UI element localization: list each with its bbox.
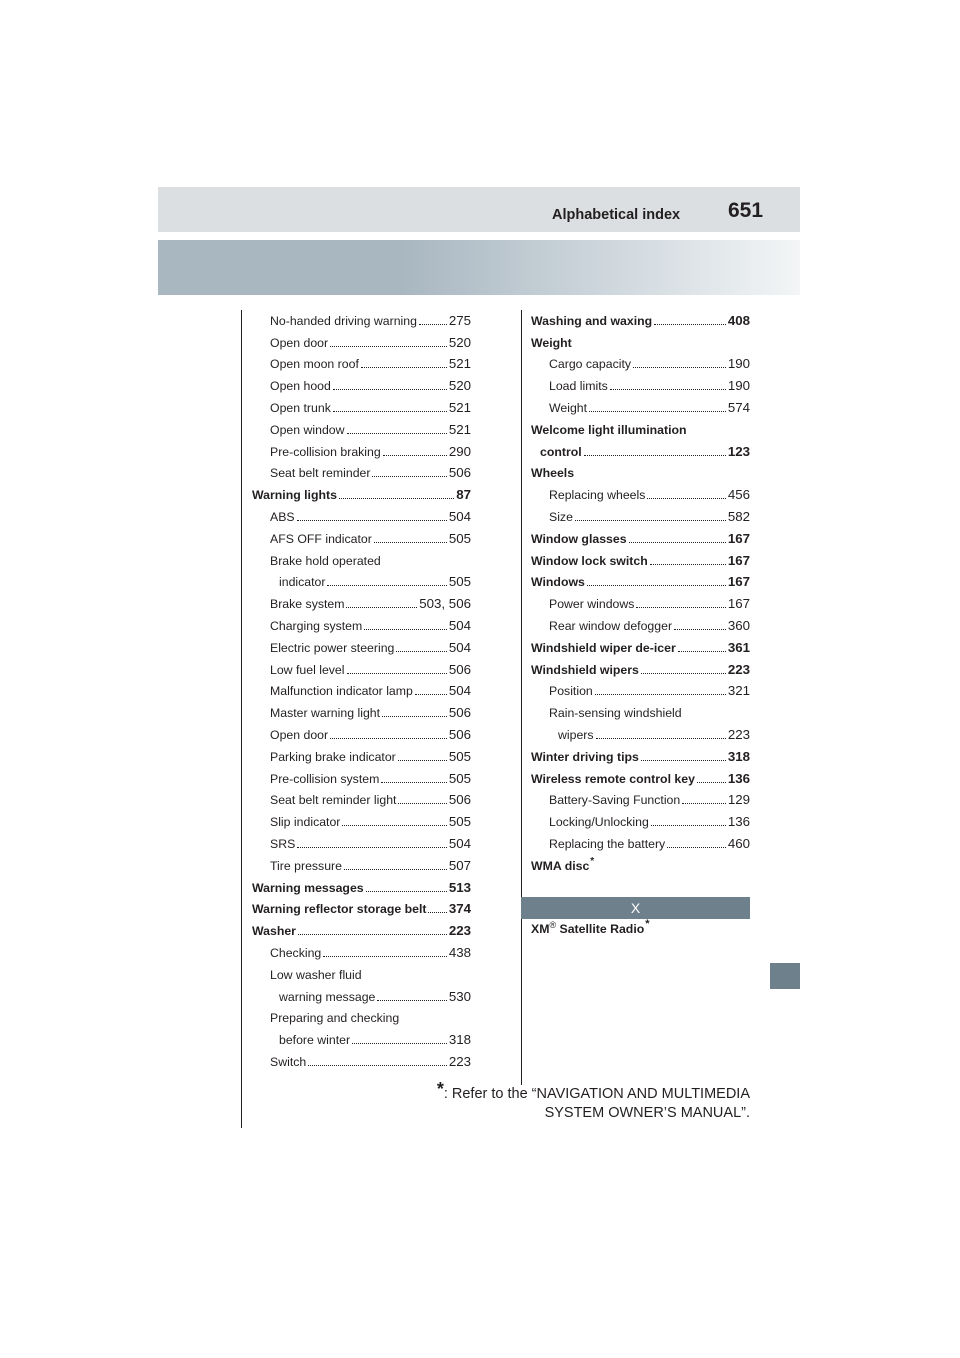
- dot-leader: [584, 451, 726, 456]
- footnote-line2: SYSTEM OWNER’S MANUAL”.: [544, 1105, 750, 1121]
- entry-text: Slip indicator: [270, 815, 341, 830]
- entry-text: Pre-collision system: [270, 771, 380, 786]
- index-entry[interactable]: [531, 459, 750, 481]
- index-entry[interactable]: [531, 633, 750, 655]
- index-entry[interactable]: [252, 677, 471, 699]
- entry-page: 503, 506: [419, 596, 471, 612]
- entry-text: Welcome light illumination: [531, 422, 687, 437]
- footnote-marker: *: [645, 918, 650, 930]
- entry-text: Weight: [531, 335, 572, 350]
- entry-page: 136: [727, 770, 750, 786]
- entry-page: 361: [727, 639, 750, 655]
- entry-page: 506: [448, 465, 471, 481]
- entry-text: Master warning light: [270, 706, 381, 721]
- entry-text: Windshield wiper de-icer: [531, 640, 676, 655]
- dot-leader: [636, 603, 725, 608]
- index-entry[interactable]: [531, 698, 750, 720]
- entry-text: Open door: [270, 727, 329, 742]
- dot-leader: [333, 407, 447, 412]
- index-entry[interactable]: [252, 916, 471, 938]
- entry-text: Wireless remote control key: [531, 771, 695, 786]
- header-title: Alphabetical index: [552, 207, 681, 223]
- dot-leader: [381, 778, 446, 783]
- index-entry[interactable]: [252, 415, 471, 437]
- entry-page: 374: [448, 901, 471, 917]
- entry-page: 290: [448, 443, 471, 459]
- entry-page: 520: [448, 378, 471, 394]
- dot-leader: [330, 342, 447, 347]
- index-entry[interactable]: [252, 371, 471, 393]
- index-entry[interactable]: [252, 1004, 471, 1026]
- entry-text: Warning lights: [252, 488, 337, 503]
- entry-text: Open window: [270, 422, 345, 437]
- index-column-left: [252, 306, 471, 1069]
- entry-page: 506: [448, 726, 471, 742]
- entry-text: Pre-collision braking: [270, 444, 381, 459]
- entry-text: Windows: [531, 575, 585, 590]
- dot-leader: [361, 363, 447, 368]
- dot-leader: [297, 516, 447, 521]
- index-entry[interactable]: [252, 764, 471, 786]
- dot-leader: [330, 734, 447, 739]
- index-entry[interactable]: [252, 698, 471, 720]
- index-entry[interactable]: [531, 546, 750, 568]
- entry-text: Switch: [270, 1054, 307, 1069]
- entry-text: Open door: [270, 335, 329, 350]
- dot-leader: [377, 996, 446, 1001]
- entry-text: Electric power steering: [270, 640, 395, 655]
- index-entry[interactable]: [252, 589, 471, 611]
- entry-text: Low fuel level: [270, 662, 345, 677]
- entry-text: Open trunk: [270, 400, 331, 415]
- entry-page: 505: [448, 574, 471, 590]
- index-entry[interactable]: [531, 306, 750, 328]
- section-thumb-tab: [770, 963, 800, 989]
- dot-leader: [641, 669, 726, 674]
- entry-page: 505: [448, 530, 471, 546]
- entry-page: 507: [448, 857, 471, 873]
- entry-text: Malfunction indicator lamp: [270, 684, 413, 699]
- entry-text: Size: [549, 509, 573, 524]
- index-entry[interactable]: [531, 655, 750, 677]
- registered-mark: ®: [549, 920, 557, 930]
- index-entry[interactable]: [531, 350, 750, 372]
- entry-text: Preparing and checking: [270, 1011, 400, 1026]
- index-entry[interactable]: [531, 328, 750, 350]
- entry-page: 318: [727, 748, 750, 764]
- index-entry[interactable]: [252, 829, 471, 851]
- entry-text: indicator: [279, 575, 326, 590]
- dot-leader: [347, 669, 447, 674]
- index-entry[interactable]: [252, 350, 471, 372]
- entry-text: AFS OFF indicator: [270, 531, 372, 546]
- entry-text: Replacing the battery: [549, 836, 666, 851]
- entry-page: 438: [448, 944, 471, 960]
- index-entry[interactable]: [531, 437, 750, 459]
- index-entry[interactable]: [252, 546, 471, 568]
- entry-page: 223: [448, 923, 471, 939]
- entry-page: 521: [448, 399, 471, 415]
- dot-leader: [364, 625, 447, 630]
- dot-leader: [641, 756, 726, 761]
- entry-page: 136: [727, 814, 750, 830]
- entry-text: Weight: [549, 400, 588, 415]
- entry-text: Brake system: [270, 597, 345, 612]
- entry-text: Seat belt reminder: [270, 466, 371, 481]
- index-entry[interactable]: [252, 393, 471, 415]
- dot-leader: [396, 647, 446, 652]
- dot-leader: [678, 647, 726, 652]
- index-entry[interactable]: [252, 742, 471, 764]
- dot-leader: [298, 930, 447, 935]
- index-entry[interactable]: [531, 851, 750, 873]
- entry-text: No-handed driving warning: [270, 313, 417, 328]
- dot-leader: [651, 821, 726, 826]
- dot-leader: [647, 494, 725, 499]
- index-entry[interactable]: [252, 786, 471, 808]
- dot-leader: [339, 494, 454, 499]
- footnote-star: *: [436, 1079, 444, 1099]
- footnote-marker: *: [590, 855, 595, 867]
- index-entry[interactable]: [531, 524, 750, 546]
- entry-text: Locking/Unlocking: [549, 815, 649, 830]
- entry-page: 521: [448, 421, 471, 437]
- index-entry[interactable]: [531, 393, 750, 415]
- entry-page: 408: [727, 312, 750, 328]
- index-entry[interactable]: [531, 786, 750, 808]
- dot-leader: [667, 843, 726, 848]
- dot-leader: [366, 887, 447, 892]
- entry-page: 456: [727, 487, 750, 503]
- index-entry[interactable]: [252, 807, 471, 829]
- dot-leader: [629, 538, 726, 543]
- dot-leader: [589, 407, 726, 412]
- index-entry[interactable]: [531, 568, 750, 590]
- index-entry-xm[interactable]: [531, 918, 650, 936]
- dot-leader: [674, 625, 726, 630]
- entry-text: Winter driving tips: [531, 749, 639, 764]
- index-entry[interactable]: [531, 742, 750, 764]
- entry-page: 582: [727, 508, 750, 524]
- index-entry[interactable]: [252, 611, 471, 633]
- entry-page: 129: [727, 792, 750, 808]
- entry-text: Brake hold operated: [270, 553, 381, 568]
- dot-leader: [327, 581, 446, 586]
- index-entry[interactable]: [531, 371, 750, 393]
- entry-text: Parking brake indicator: [270, 749, 396, 764]
- index-entry[interactable]: [531, 480, 750, 502]
- dot-leader: [587, 581, 726, 586]
- index-entry[interactable]: [252, 960, 471, 982]
- index-entry[interactable]: [531, 677, 750, 699]
- footnote-line1: : Refer to the “NAVIGATION AND MULTIMEDIA: [443, 1086, 750, 1102]
- entry-page: 504: [448, 835, 471, 851]
- dot-leader: [352, 1039, 447, 1044]
- dot-leader: [575, 516, 726, 521]
- index-entry[interactable]: [531, 807, 750, 829]
- dot-leader: [415, 690, 447, 695]
- dot-leader: [344, 865, 447, 870]
- entry-page: 190: [727, 378, 750, 394]
- dot-leader: [383, 451, 447, 456]
- entry-page: 275: [448, 312, 471, 328]
- entry-text: Washing and waxing: [531, 313, 653, 328]
- index-entry[interactable]: [252, 524, 471, 546]
- entry-page: 321: [727, 683, 750, 699]
- index-entry[interactable]: [252, 437, 471, 459]
- entry-page: 167: [727, 530, 750, 546]
- entry-text: SRS: [270, 836, 296, 851]
- dot-leader: [323, 952, 447, 957]
- entry-text: Battery-Saving Function: [549, 793, 681, 808]
- entry-page: 223: [727, 726, 750, 742]
- entry-page: 505: [448, 748, 471, 764]
- entry-page: 506: [448, 705, 471, 721]
- index-entry[interactable]: [252, 568, 471, 590]
- index-entry[interactable]: [252, 655, 471, 677]
- entry-page: 460: [727, 835, 750, 851]
- dot-leader: [342, 821, 446, 826]
- entry-page: 504: [448, 683, 471, 699]
- dot-leader: [654, 320, 726, 325]
- index-entry[interactable]: [531, 415, 750, 437]
- dot-leader: [398, 756, 447, 761]
- entry-page: 506: [448, 792, 471, 808]
- dot-leader: [333, 385, 447, 390]
- dot-leader: [428, 908, 446, 913]
- entry-text: control: [540, 444, 582, 459]
- entry-page: 504: [448, 639, 471, 655]
- index-entry[interactable]: [252, 982, 471, 1004]
- entry-text: Windshield wipers: [531, 662, 639, 677]
- entry-page: 318: [448, 1032, 471, 1048]
- entry-text: Rear window defogger: [549, 618, 673, 633]
- entry-text: Washer: [252, 924, 296, 939]
- entry-text: warning message: [279, 989, 376, 1004]
- dot-leader: [596, 734, 726, 739]
- entry-text: Window glasses: [531, 531, 627, 546]
- column-divider: [521, 310, 522, 1085]
- entry-page: 223: [448, 1053, 471, 1069]
- entry-page: 513: [448, 879, 471, 895]
- dot-leader: [374, 538, 447, 543]
- dot-leader: [347, 429, 447, 434]
- entry-text: Open moon roof: [270, 357, 359, 372]
- entry-page: 87: [456, 487, 471, 503]
- dot-leader: [419, 320, 447, 325]
- index-entry[interactable]: [531, 611, 750, 633]
- index-entry[interactable]: [531, 589, 750, 611]
- index-entry[interactable]: [252, 720, 471, 742]
- entry-text: Checking: [270, 945, 322, 960]
- entry-text: before winter: [279, 1033, 351, 1048]
- entry-page: 123: [727, 443, 750, 459]
- entry-page: 505: [448, 770, 471, 786]
- index-entry[interactable]: [252, 328, 471, 350]
- dot-leader: [650, 560, 726, 565]
- entry-page: 360: [727, 617, 750, 633]
- entry-text: Cargo capacity: [549, 357, 632, 372]
- entry-text: Power windows: [549, 597, 635, 612]
- section-letter-bar: [521, 897, 750, 919]
- entry-page: 520: [448, 334, 471, 350]
- entry-text: Replacing wheels: [549, 488, 646, 503]
- index-entry[interactable]: [252, 459, 471, 481]
- entry-text: Tire pressure: [270, 858, 342, 873]
- entry-text: ABS: [270, 509, 295, 524]
- index-entry[interactable]: [252, 1047, 471, 1069]
- xm-suffix: Satellite Radio: [556, 922, 645, 936]
- entry-page: 190: [727, 356, 750, 372]
- dot-leader: [697, 778, 726, 783]
- entry-text: Position: [549, 684, 593, 699]
- dot-leader: [346, 603, 417, 608]
- index-entry[interactable]: [252, 306, 471, 328]
- entry-page: 167: [727, 574, 750, 590]
- entry-text: WMA disc: [531, 858, 590, 873]
- left-margin-rule: [241, 310, 242, 1128]
- entry-text: Charging system: [270, 618, 363, 633]
- entry-text: Low washer fluid: [270, 967, 362, 982]
- index-entry[interactable]: [252, 502, 471, 524]
- entry-page: 504: [448, 617, 471, 633]
- entry-text: Seat belt reminder light: [270, 793, 397, 808]
- index-entry[interactable]: [252, 851, 471, 873]
- entry-text: Window lock switch: [531, 553, 648, 568]
- header-gradient-band: [158, 240, 800, 295]
- dot-leader: [382, 712, 447, 717]
- entry-page: 223: [727, 661, 750, 677]
- index-column-right: [531, 306, 750, 873]
- entry-page: 521: [448, 356, 471, 372]
- index-entry[interactable]: [252, 1025, 471, 1047]
- index-entry[interactable]: [531, 720, 750, 742]
- entry-page: 167: [727, 552, 750, 568]
- dot-leader: [308, 1061, 447, 1066]
- dot-leader: [372, 472, 446, 477]
- index-entry[interactable]: [531, 502, 750, 524]
- index-entry[interactable]: [252, 633, 471, 655]
- entry-page: 167: [727, 596, 750, 612]
- entry-text: wipers: [558, 727, 594, 742]
- header-bar: [158, 187, 800, 232]
- xm-prefix: XM: [531, 922, 550, 936]
- index-entry[interactable]: [531, 764, 750, 786]
- entry-page: 574: [727, 399, 750, 415]
- entry-text: Wheels: [531, 466, 575, 481]
- index-entry[interactable]: [252, 938, 471, 960]
- entry-text: Load limits: [549, 379, 608, 394]
- dot-leader: [595, 690, 726, 695]
- entry-page: 504: [448, 508, 471, 524]
- section-letter: X: [630, 900, 641, 916]
- index-entry[interactable]: [252, 873, 471, 895]
- entry-page: 506: [448, 661, 471, 677]
- index-entry[interactable]: [531, 829, 750, 851]
- entry-text: Rain-sensing windshield: [549, 706, 682, 721]
- dot-leader: [610, 385, 726, 390]
- dot-leader: [682, 799, 726, 804]
- dot-leader: [398, 799, 446, 804]
- dot-leader: [297, 843, 447, 848]
- footnote: [400, 1079, 750, 1123]
- index-entry[interactable]: [252, 480, 471, 502]
- entry-page: 505: [448, 814, 471, 830]
- entry-page: 530: [448, 988, 471, 1004]
- index-entry[interactable]: [252, 895, 471, 917]
- entry-text: Warning messages: [252, 880, 364, 895]
- entry-text: Warning reflector storage belt: [252, 902, 427, 917]
- page-number: 651: [728, 199, 764, 222]
- entry-text: Open hood: [270, 379, 331, 394]
- dot-leader: [633, 363, 726, 368]
